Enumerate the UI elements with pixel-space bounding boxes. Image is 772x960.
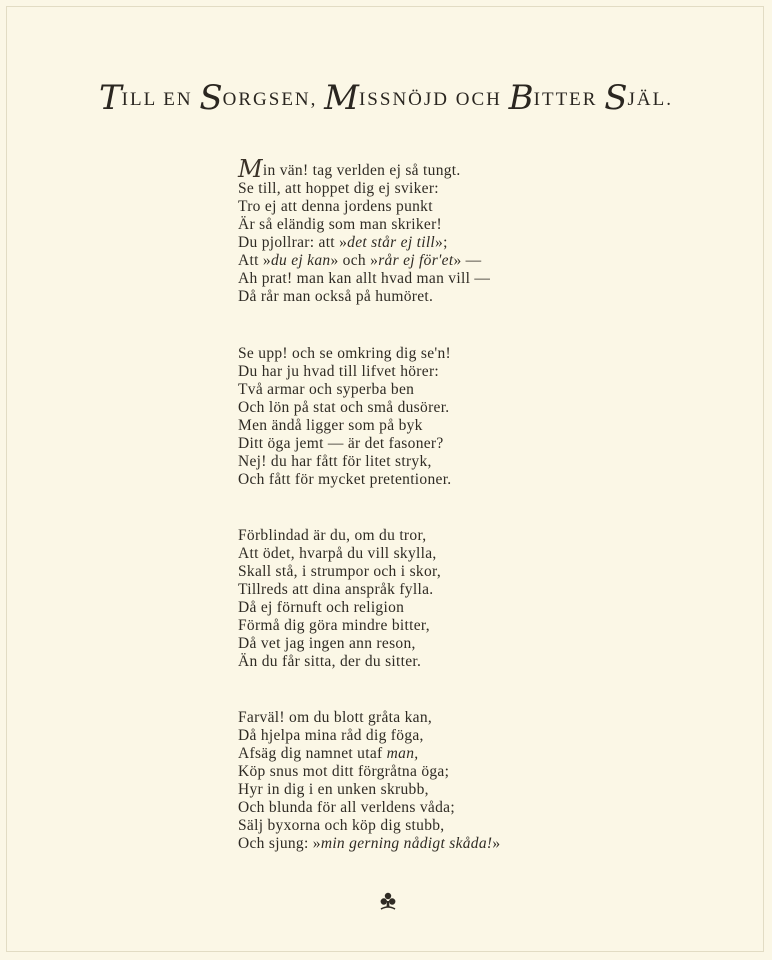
line-text: Och lön på stat och små dusörer. xyxy=(238,399,450,416)
line-text: Att ödet, hvarpå du vill skylla, xyxy=(238,545,437,562)
poem-line xyxy=(238,234,490,252)
poem-line xyxy=(238,435,451,453)
title-capital: S xyxy=(199,78,223,118)
title-word-rest: ISSNÖJD xyxy=(358,89,450,110)
line-text: Du har ju hvad till lifvet hörer: xyxy=(238,363,440,380)
line-text: » — xyxy=(453,252,482,269)
poem-line xyxy=(238,599,441,617)
poem-line xyxy=(238,288,490,306)
title-word-rest: ILL xyxy=(121,89,157,110)
poem-line xyxy=(238,527,441,545)
poem-line xyxy=(238,799,500,817)
line-text: Än du får sitta, der du sitter. xyxy=(238,653,422,670)
poem-line xyxy=(238,763,500,781)
poem-line xyxy=(238,835,500,853)
poem-line xyxy=(238,363,451,381)
poem-line xyxy=(238,745,500,763)
line-text: Men ändå ligger som på byk xyxy=(238,417,423,434)
line-text: Ditt öga jemt — är det fasoner? xyxy=(238,435,444,452)
title-word xyxy=(456,89,502,110)
line-text: Skall stå, i strumpor och i skor, xyxy=(238,563,442,580)
poem-line xyxy=(238,453,451,471)
line-text: Du pjollrar: att » xyxy=(238,234,348,251)
poem-line xyxy=(238,709,500,727)
line-text: Se upp! och se omkring dig se'n! xyxy=(238,345,451,362)
title-word xyxy=(324,78,450,118)
poem-line xyxy=(238,345,451,363)
stanza-1 xyxy=(238,155,491,306)
line-text: in vän! tag verlden ej så tungt. xyxy=(262,162,461,179)
italic-phrase: man, xyxy=(386,745,419,762)
line-text: Då vet jag ingen ann reson, xyxy=(238,635,416,652)
line-text: Att » xyxy=(238,252,271,269)
line-text: Hyr in dig i en unken skrubb, xyxy=(238,781,429,798)
title-word-rest: EN xyxy=(163,89,193,110)
poem-line xyxy=(238,653,441,671)
line-text: Är så eländig som man skriker! xyxy=(238,216,442,233)
line-text: Nej! du har fått för litet stryk, xyxy=(238,453,432,470)
title-capital: M xyxy=(324,78,359,118)
line-text: Se till, att hoppet dig ej sviker: xyxy=(238,180,439,197)
line-text: Och fått för mycket pretentioner. xyxy=(238,471,452,488)
line-text: Tillreds att dina anspråk fylla. xyxy=(238,581,434,598)
drop-capital: M xyxy=(238,155,263,183)
title-word xyxy=(508,78,598,118)
line-text: Ah prat! man kan allt hvad man vill — xyxy=(238,270,491,287)
poem-line xyxy=(238,381,451,399)
line-text: Tro ej att denna jordens punkt xyxy=(238,198,433,215)
poem-line xyxy=(238,563,441,581)
poem-line xyxy=(238,471,451,489)
poem-line xyxy=(238,399,451,417)
line-text: » xyxy=(492,835,501,852)
italic-phrase: det står ej till xyxy=(347,234,436,251)
line-text: » och » xyxy=(330,252,379,269)
poem-line xyxy=(238,635,441,653)
poem-line xyxy=(238,617,441,635)
title-word xyxy=(98,78,157,118)
line-text: Köp snus mot ditt förgråtna öga; xyxy=(238,763,450,780)
title-capital: T xyxy=(98,78,122,118)
line-text: Farväl! om du blott gråta kan, xyxy=(238,709,433,726)
line-text: Afsäg dig namnet utaf xyxy=(238,745,387,762)
poem-line xyxy=(238,545,441,563)
italic-phrase: min gerning nådigt skåda! xyxy=(320,835,493,852)
poem-line xyxy=(238,252,490,270)
line-text: Förblindad är du, om du tror, xyxy=(238,527,427,544)
title-word-rest: ITTER xyxy=(533,89,598,110)
poem-line xyxy=(238,180,490,198)
poem-line xyxy=(238,216,490,234)
stanza-3 xyxy=(238,527,441,671)
line-text: »; xyxy=(435,234,448,251)
line-text: Då hjelpa mina råd dig föga, xyxy=(238,727,424,744)
title-word xyxy=(604,78,673,118)
italic-phrase: du ej kan xyxy=(270,252,331,269)
line-text: Då ej förnuft och religion xyxy=(238,599,405,616)
poem-line xyxy=(238,417,451,435)
line-text: Två armar och syperba ben xyxy=(238,381,415,398)
title-word xyxy=(163,89,192,110)
line-text: Och blunda för all verldens våda; xyxy=(238,799,455,816)
stanza-4 xyxy=(238,709,500,853)
poem-line xyxy=(238,781,500,799)
title-word-rest: JÄL. xyxy=(627,89,673,110)
line-text: Förmå dig göra mindre bitter, xyxy=(238,617,430,634)
italic-phrase: rår ej för'et xyxy=(378,252,454,269)
poem-line xyxy=(238,198,490,216)
title-capital: B xyxy=(508,78,534,118)
title-word-rest: OCH xyxy=(455,89,502,110)
poem-line xyxy=(238,270,490,288)
poem-line xyxy=(238,155,490,183)
title-word-rest: ORGSEN, xyxy=(222,89,318,110)
poem-line xyxy=(238,727,500,745)
stanza-2 xyxy=(238,345,451,489)
poem-line xyxy=(238,817,500,835)
poem-title xyxy=(0,78,772,118)
poem-line xyxy=(238,581,441,599)
line-text: Sälj byxorna och köp dig stubb, xyxy=(238,817,445,834)
line-text: Och sjung: » xyxy=(238,835,321,852)
line-text: Då rår man också på humöret. xyxy=(238,288,434,305)
title-capital: S xyxy=(604,78,628,118)
club-ornament-icon xyxy=(378,890,398,912)
title-word xyxy=(199,78,318,118)
